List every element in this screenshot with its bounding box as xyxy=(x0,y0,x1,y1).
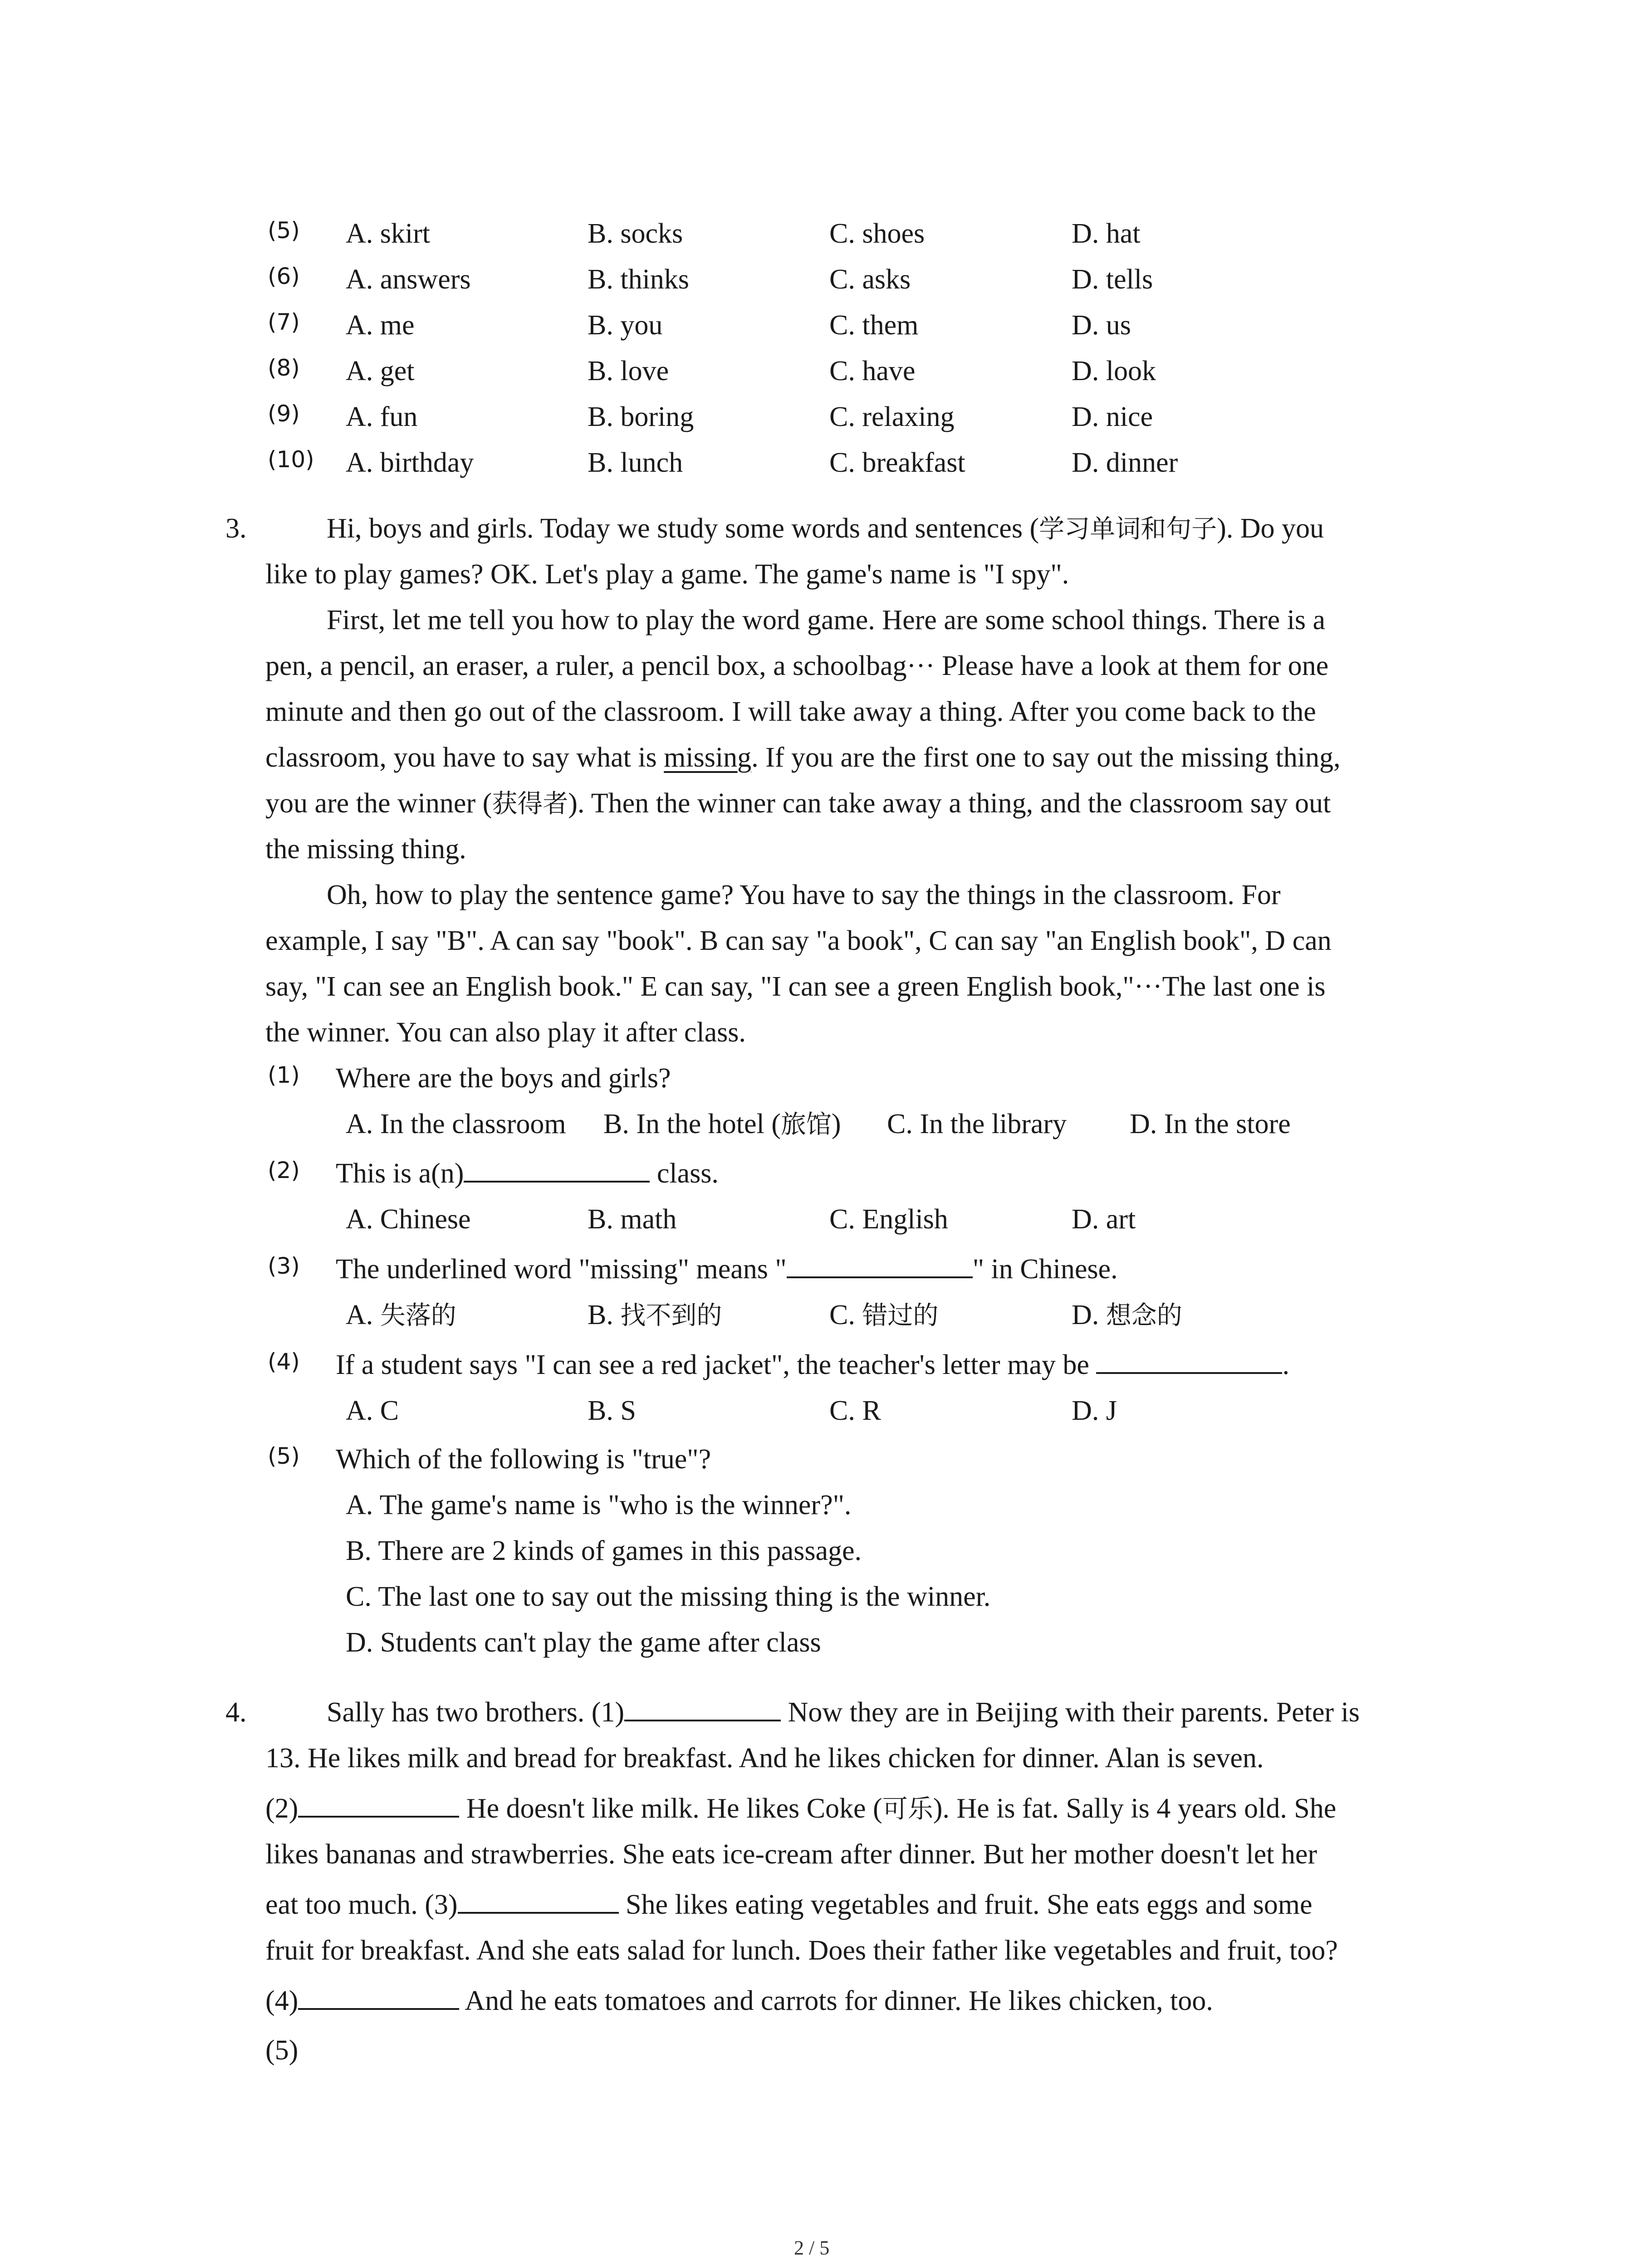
option-d: D. dinner xyxy=(1072,447,1178,478)
q3-passage-line: minute and then go out of the classroom. I will take away a thing. After you come back to the xyxy=(265,696,1316,727)
option-a: A. get xyxy=(346,356,415,386)
sub-question-number: (2) xyxy=(268,1157,300,1183)
option-d: D. look xyxy=(1072,356,1156,386)
option-c: C. R xyxy=(829,1395,881,1426)
option-c: C. English xyxy=(829,1204,948,1235)
option-c: C. breakfast xyxy=(829,447,965,478)
option-c: C. asks xyxy=(829,264,911,295)
option-d: D. J xyxy=(1072,1395,1117,1426)
sub-question-text: The underlined word "missing" means " " in Chinese. xyxy=(336,1246,1117,1292)
sub-question-text: Where are the boys and girls? xyxy=(336,1063,671,1094)
option-b: B. In the hotel (旅馆) xyxy=(603,1109,841,1139)
answer-blank-3 xyxy=(458,1885,619,1914)
sub-question-number: (5) xyxy=(268,1443,300,1469)
q3-passage-line: the missing thing. xyxy=(265,834,466,865)
sub-question-number: (4) xyxy=(268,1349,300,1375)
option-a: A. answers xyxy=(346,264,471,295)
option-d: D. In the store xyxy=(1130,1109,1291,1139)
option-d: D. Students can't play the game after class xyxy=(346,1627,821,1658)
option-row-number: (7) xyxy=(268,309,300,335)
q4-passage-line: (4) And he eats tomatoes and carrots for dinner. He likes chicken, too. xyxy=(265,1978,1213,2024)
option-row-number: (9) xyxy=(268,401,300,427)
option-b: B. S xyxy=(588,1395,636,1426)
option-row-number: (6) xyxy=(268,263,300,289)
option-d: D. 想念的 xyxy=(1072,1300,1182,1330)
q3-passage-line: Hi, boys and girls. Today we study some words and sentences (学习单词和句子). Do you xyxy=(327,513,1324,544)
q4-passage-line: (2) He doesn't like milk. He likes Coke (可乐). He is fat. Sally is 4 years old. She xyxy=(265,1786,1336,1832)
answer-blank xyxy=(1096,1345,1282,1374)
q3-passage-line: the winner. You can also play it after class. xyxy=(265,1017,746,1048)
option-c: C. shoes xyxy=(829,218,925,249)
option-b: B. love xyxy=(588,356,669,386)
q3-passage-line: First, let me tell you how to play the word game. Here are some school things. There is a xyxy=(327,605,1326,635)
q4-passage-line: fruit for breakfast. And she eats salad for lunch. Does their father like vegetables and fruit, too? xyxy=(265,1935,1338,1966)
option-d: D. tells xyxy=(1072,264,1153,295)
option-c: C. The last one to say out the missing thing is the winner. xyxy=(346,1581,991,1612)
sub-question-number: (1) xyxy=(268,1062,300,1088)
option-b: B. you xyxy=(588,310,663,341)
option-a: A. Chinese xyxy=(346,1204,471,1235)
option-a: A. fun xyxy=(346,401,418,432)
option-b: B. There are 2 kinds of games in this passage. xyxy=(346,1535,862,1566)
option-row-number: (5) xyxy=(268,217,300,244)
q3-passage-line: like to play games? OK. Let's play a game. The game's name is "I spy". xyxy=(265,559,1069,590)
option-d: D. art xyxy=(1072,1204,1136,1235)
option-row-number: (8) xyxy=(268,355,300,381)
option-d: D. hat xyxy=(1072,218,1141,249)
question-3-number: 3. xyxy=(225,513,247,544)
sub-question-text: This is a(n) class. xyxy=(336,1151,719,1196)
option-c: C. In the library xyxy=(887,1109,1067,1139)
option-a: A. birthday xyxy=(346,447,474,478)
option-c: C. have xyxy=(829,356,916,386)
question-4-number: 4. xyxy=(225,1697,247,1728)
answer-blank-1 xyxy=(624,1692,781,1721)
q3-passage-line: Oh, how to play the sentence game? You have to say the things in the classroom. For xyxy=(327,880,1281,910)
option-b: B. math xyxy=(588,1204,677,1235)
sub-question-number: (3) xyxy=(268,1253,300,1279)
underlined-word: missing xyxy=(664,742,752,773)
option-a: A. 失落的 xyxy=(346,1300,456,1330)
page-number: 2 / 5 xyxy=(794,2237,830,2259)
option-c: C. 错过的 xyxy=(829,1300,939,1330)
q3-passage-line: say, "I can see an English book." E can say, "I can see a green English book,"···The last one is xyxy=(265,971,1326,1002)
q3-passage-line: pen, a pencil, an eraser, a ruler, a pencil box, a schoolbag··· Please have a look at them for one xyxy=(265,650,1329,681)
answer-blank-4 xyxy=(298,1981,459,2010)
option-d: D. us xyxy=(1072,310,1131,341)
sub-question-text: Which of the following is "true"? xyxy=(336,1444,711,1475)
option-a: A. The game's name is "who is the winner?". xyxy=(346,1490,852,1520)
q4-passage-line: eat too much. (3) She likes eating vegetables and fruit. She eats eggs and some xyxy=(265,1882,1312,1927)
q4-passage-line: (5) xyxy=(265,2035,299,2066)
option-b: B. lunch xyxy=(588,447,683,478)
option-b: B. socks xyxy=(588,218,683,249)
option-c: C. them xyxy=(829,310,919,341)
q4-passage-line: likes bananas and strawberries. She eats ice-cream after dinner. But her mother doesn't let her xyxy=(265,1839,1318,1870)
q3-passage-line: you are the winner (获得者). Then the winner can take away a thing, and the classroom say out xyxy=(265,788,1331,819)
answer-blank xyxy=(464,1154,650,1183)
option-row-number: (10) xyxy=(268,446,314,473)
option-d: D. nice xyxy=(1072,401,1153,432)
q4-passage-line: Sally has two brothers. (1) Now they are in Beijing with their parents. Peter is xyxy=(327,1690,1360,1735)
option-a: A. me xyxy=(346,310,415,341)
option-a: A. In the classroom xyxy=(346,1109,566,1139)
answer-blank xyxy=(787,1249,973,1278)
option-b: B. 找不到的 xyxy=(588,1300,722,1330)
q3-passage-line: example, I say "B". A can say "book". B can say "a book", C can say "an English book", D can xyxy=(265,925,1332,956)
option-b: B. thinks xyxy=(588,264,689,295)
option-c: C. relaxing xyxy=(829,401,955,432)
q3-passage-line: classroom, you have to say what is missing. If you are the first one to say out the missing thing, xyxy=(265,742,1341,773)
q4-passage-line: 13. He likes milk and bread for breakfast. And he likes chicken for dinner. Alan is seven. xyxy=(265,1743,1264,1774)
option-a: A. C xyxy=(346,1395,399,1426)
sub-question-text: If a student says "I can see a red jacket", the teacher's letter may be . xyxy=(336,1342,1289,1388)
answer-blank-2 xyxy=(298,1789,459,1818)
option-a: A. skirt xyxy=(346,218,430,249)
option-b: B. boring xyxy=(588,401,694,432)
